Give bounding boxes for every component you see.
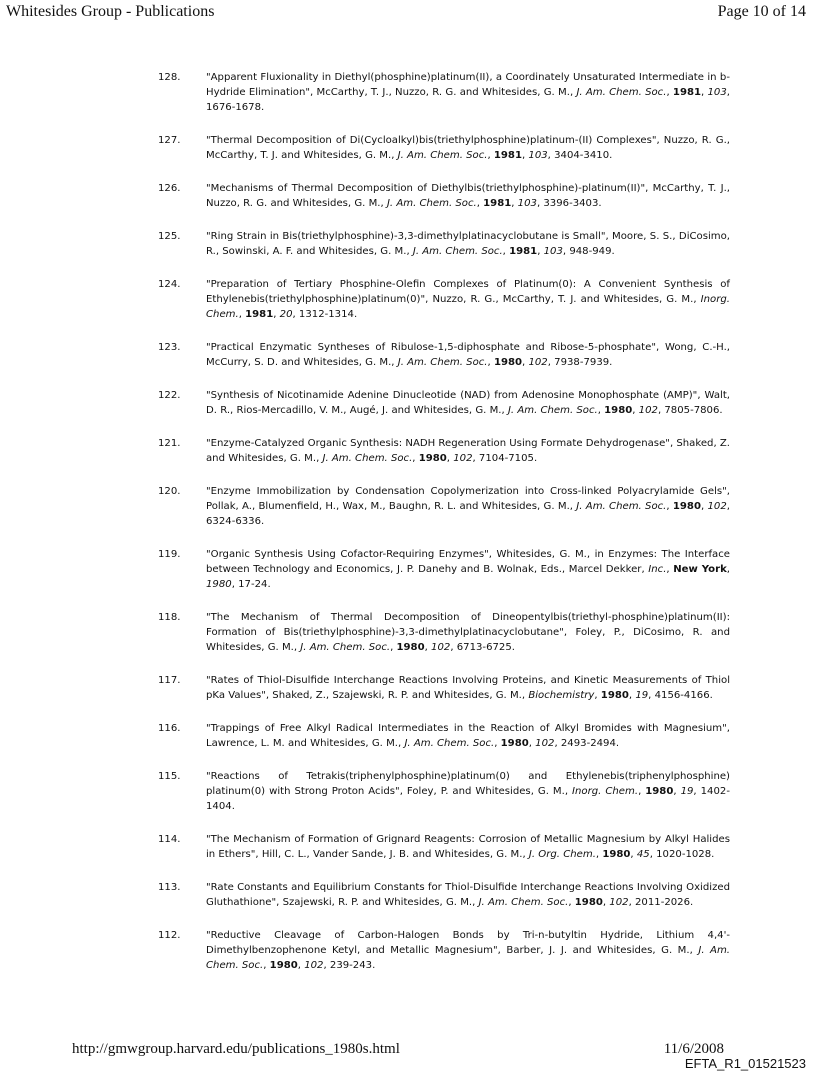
entry-year: 1980 [396,642,425,653]
entry-pages: 3404-3410. [554,150,613,161]
entry-year: 1981 [483,198,512,209]
entry-title: "Enzyme-Catalyzed Organic Synthesis: NADH Regeneration Using Formate Dehydrogenase" [206,438,670,449]
entry-title: "Apparent Fluxionality in Diethyl(phosphine)platinum(II), a Coordinately Unsaturated Intermediate in b-Hydride Elimination" [206,72,730,98]
publication-list [158,70,730,991]
entry-journal: Inorg. Chem. [572,786,639,797]
entry-authors: Nuzzo, R. G., McCarthy, T. J. and Whitesides, G. M. [206,135,730,161]
publication-entry [158,484,730,529]
entry-year: 1981 [493,150,522,161]
entry-authors: Whitesides, G. M., in Enzymes: The Interface between Technology and Economics, J. P. Danehy and B. Wolnak, Eds., Marcel Dekker [206,549,731,575]
entry-pages: 7938-7939. [554,357,613,368]
entry-title: "Reactions of Tetrakis(triphenylphosphine)platinum(0) and Ethylenebis(triphenylphosphine) platinum(0) with Strong Proton Acids" [206,771,730,797]
entry-year: 1980 [418,453,447,464]
entry-title: "Rate Constants and Equilibrium Constants for Thiol-Disulfide Interchange Reactions Involving Oxidized Gluthathione" [206,882,730,908]
entry-citation: "The Mechanism of Formation of Grignard Reagents: Corrosion of Metallic Magnesium by Alkyl Halides in Ethers", Hill, C. L., Vander Sande, J. B. and Whitesides, G. M., J. Org. Chem., 1980, 45, 1020-1028. [206,834,730,860]
entry-journal: Biochemistry [528,690,595,701]
entry-citation: "Practical Enzymatic Syntheses of Ribulose-1,5-diphosphate and Ribose-5-phosphate", Wong, C.-H., McCurry, S. D. and Whitesides, G. M., J. Am. Chem. Soc., 1980, 102, 7938-7939. [206,342,731,368]
entry-year: 1980 [672,501,701,512]
entry-title: "Ring Strain in Bis(triethylphosphine)-3,3-dimethylplatinacyclobutane is Small" [206,231,606,242]
entry-volume: 103 [517,198,537,209]
entry-journal: Inorg. Chem. [206,294,730,320]
entry-authors: Shaked, Z. and Whitesides, G. M. [206,438,730,464]
entry-citation: "Mechanisms of Thermal Decomposition of Diethylbis(triethylphosphine)-platinum(II)", McCarthy, T. J., Nuzzo, R. G. and Whitesides, G. M., J. Am. Chem. Soc., 1981, 103, 3396-3403. [206,183,730,209]
entry-number: 120. [158,486,181,497]
publication-entry [158,673,730,703]
entry-volume: 103 [528,150,548,161]
entry-citation: "Apparent Fluxionality in Diethyl(phosphine)platinum(II), a Coordinately Unsaturated Intermediate in b-Hydride Elimination", McCarthy, T. J., Nuzzo, R. G. and Whitesides, G. M., J. Am. Chem. Soc., 1981, 103, 1676-1678. [206,72,730,113]
publication-entry [158,388,730,418]
entry-citation: "Reductive Cleavage of Carbon-Halogen Bonds by Tri-n-butyltin Hydride, Lithium 4,4'-Dimethylbenzophenone Ketyl, and Metallic Magnesium", Barber, J. J. and Whitesides, G. M., J. Am. Chem. Soc., 1980, 102, 239-243. [206,930,730,971]
entry-pages: 7805-7806. [664,405,723,416]
entry-title: "Practical Enzymatic Syntheses of Ribulose-1,5-diphosphate and Ribose-5-phosphate" [206,342,656,353]
entry-citation: "Synthesis of Nicotinamide Adenine Dinucleotide (NAD) from Adenosine Monophosphate (AMP)", Walt, D. R., Rios-Mercadillo, V. M., Augé, J. and Whitesides, G. M., J. Am. Chem. Soc., 1980, 102, 7805-7806. [206,390,730,416]
entry-year: 1980 [493,357,523,368]
entry-authors: Lawrence, L. M. and Whitesides, G. M. [206,738,399,749]
entry-number: 122. [158,390,181,401]
entry-volume: 45 [636,849,650,860]
entry-journal: J. Am. Chem. Soc. [576,501,667,512]
entry-title: "Organic Synthesis Using Cofactor-Requiring Enzymes" [206,549,489,560]
entry-year: 1980 [602,849,631,860]
entry-journal: J. Am. Chem. Soc. [397,357,488,368]
publication-entry [158,547,730,592]
entry-citation: "The Mechanism of Thermal Decomposition of Dineopentylbis(triethyl-phosphine)platinum(II): Formation of Bis(triethylphosphine)-3,3-dimethylplatinacyclobutane", Foley, P., DiCosimo, R. and Whitesides, G. M., J. Am. Chem. Soc., 1980, 102, 6713-6725. [206,612,730,653]
entry-citation: "Rate Constants and Equilibrium Constants for Thiol-Disulfide Interchange Reactions Involving Oxidized Gluthathione", Szajewski, R. P. and Whitesides, G. M., J. Am. Chem. Soc., 1980, 102, 2011-2026. [206,882,730,908]
entry-year: 1980 [604,405,633,416]
entry-number: 126. [158,183,181,194]
entry-journal: J. Am. Chem. Soc. [206,945,730,971]
entry-pages: 1020-1028. [656,849,715,860]
publication-entry [158,769,730,814]
entry-volume: 103 [543,246,563,257]
entry-authors: McCarthy, T. J., Nuzzo, R. G. and Whitesides, G. M. [206,183,730,209]
entry-volume: 103 [707,87,727,98]
publication-entry [158,133,730,163]
entry-citation: "Trappings of Free Alkyl Radical Intermediates in the Reaction of Alkyl Bromides with Magnesium", Lawrence, L. M. and Whitesides, G. M., J. Am. Chem. Soc., 1980, 102, 2493-2494. [206,723,730,749]
entry-volume: 102 [535,738,555,749]
publication-entry [158,832,730,862]
entry-pages: 17-24. [238,579,271,590]
entry-number: 116. [158,723,181,734]
entry-number: 115. [158,771,181,782]
entry-volume: 102 [609,897,629,908]
entry-year: 1980 [206,579,232,590]
entry-citation: "Enzyme Immobilization by Condensation Copolymerization into Cross-linked Polyacrylamide Gels", Pollak, A., Blumenfield, H., Wax, M., Baughn, R. L. and Whitesides, G. M., J. Am. Chem. Soc., 1980, 102, 6324-6336. [206,486,730,527]
entry-title: "Rates of Thiol-Disulfide Interchange Reactions Involving Proteins, and Kinetic Measurements of Thiol pKa Values" [206,675,730,701]
entry-authors: Hill, C. L., Vander Sande, J. B. and Whitesides, G. M. [261,849,523,860]
entry-title: "The Mechanism of Formation of Grignard Reagents: Corrosion of Metallic Magnesium by Alkyl Halides in Ethers" [206,834,730,860]
entry-citation: "Thermal Decomposition of Di(Cycloalkyl)bis(triethylphosphine)platinum-(II) Complexes", Nuzzo, R. G., McCarthy, T. J. and Whitesides, G. M., J. Am. Chem. Soc., 1981, 103, 3404-3410. [206,135,730,161]
entry-volume: 19 [680,786,694,797]
entry-year: 1981 [509,246,538,257]
entry-authors: Barber, J. J. and Whitesides, G. M. [506,945,690,956]
entry-journal: J. Am. Chem. Soc. [300,642,391,653]
entry-authors: Szajewski, R. P. and Whitesides, G. M. [282,897,473,908]
entry-volume: 102 [431,642,451,653]
footer-date: 11/6/2008 [663,1041,724,1057]
entry-year: 1980 [600,690,629,701]
entry-journal: J. Am. Chem. Soc. [404,738,495,749]
entry-journal: J. Org. Chem. [528,849,596,860]
entry-citation: "Reactions of Tetrakis(triphenylphosphine)platinum(0) and Ethylenebis(triphenylphosphine) platinum(0) with Strong Proton Acids", Foley, P. and Whitesides, G. M., Inorg. Chem., 1980, 19, 1402-1404. [206,771,730,812]
entry-number: 112. [158,930,181,941]
entry-title: "Thermal Decomposition of Di(Cycloalkyl)bis(triethylphosphine)platinum-(II) Complexes" [206,135,657,146]
publication-entry [158,277,730,322]
entry-number: 127. [158,135,181,146]
entry-pages: 7104-7105. [478,453,538,464]
entry-journal: J. Am. Chem. Soc. [576,87,667,98]
entry-authors: Walt, D. R., Rios-Mercadillo, V. M., Augé, J. and Whitesides, G. M. [206,390,730,416]
publication-entry [158,181,730,211]
entry-journal: J. Am. Chem. Soc. [322,453,413,464]
entry-number: 119. [158,549,181,560]
entry-number: 117. [158,675,181,686]
entry-volume: 102 [528,357,548,368]
entry-volume: 102 [453,453,473,464]
entry-year: 1980 [500,738,529,749]
page-number: Page 10 of 14 [717,3,806,20]
entry-number: 125. [158,231,181,242]
entry-journal: Inc. [648,564,667,575]
entry-pages: 3396-3403. [543,198,602,209]
entry-volume: 20 [279,309,293,320]
entry-title: "Trappings of Free Alkyl Radical Intermediates in the Reaction of Alkyl Bromides with Magnesium" [206,723,727,734]
entry-authors: Nuzzo, R. G., McCarthy, T. J. and Whitesides, G. M. [432,294,694,305]
entry-title: "Reductive Cleavage of Carbon-Halogen Bonds by Tri-n-butyltin Hydride, Lithium 4,4'-Dimethylbenzophenone Ketyl, and Metallic Magnesium" [206,930,730,956]
publication-entry [158,880,730,910]
publication-entry [158,436,730,466]
entry-volume: 19 [635,690,649,701]
entry-title: "Enzyme Immobilization by Condensation Copolymerization into Cross-linked Polyacrylamide Gels" [206,486,727,497]
entry-pages: 6324-6336. [206,516,265,527]
entry-pages: 1402-1404. [206,786,730,812]
entry-title: "Synthesis of Nicotinamide Adenine Dinucleotide (NAD) from Adenosine Monophosphate (AMP)" [206,390,698,401]
publication-entry [158,229,730,259]
entry-citation: "Enzyme-Catalyzed Organic Synthesis: NADH Regeneration Using Formate Dehydrogenase", Shaked, Z. and Whitesides, G. M., J. Am. Chem. Soc., 1980, 102, 7104-7105. [206,438,730,464]
entry-journal: J. Am. Chem. Soc. [478,897,569,908]
publication-entry [158,610,730,655]
entry-journal: J. Am. Chem. Soc. [397,150,488,161]
entry-number: 123. [158,342,181,353]
entry-citation: "Preparation of Tertiary Phosphine-Olefin Complexes of Platinum(0): A Convenient Synthesis of Ethylenebis(triethylphosphine)platinum(0)", Nuzzo, R. G., McCarthy, T. J. and Whitesides, G. M., Inorg. Chem., 1981, 20, 1312-1314. [206,279,730,320]
entry-volume: 102 [707,501,727,512]
entry-pages: 4156-4166. [654,690,713,701]
entry-authors: Shaked, Z., Szajewski, R. P. and Whitesides, G. M. [272,690,522,701]
entry-number: 113. [158,882,181,893]
entry-number: 118. [158,612,181,623]
publication-entry [158,721,730,751]
entry-pages: 1676-1678. [206,102,265,113]
entry-pages: 1312-1314. [298,309,358,320]
entry-number: 121. [158,438,181,449]
entry-number: 128. [158,72,181,83]
entry-pages: 2011-2026. [635,897,694,908]
document-stamp: EFTA_R1_01521523 [684,1056,806,1071]
entry-title: "Mechanisms of Thermal Decomposition of Diethylbis(triethylphosphine)-platinum(II)" [206,183,646,194]
publication-entry [158,340,730,370]
entry-authors: Wong, C.-H., McCurry, S. D. and Whitesides, G. M. [206,342,731,368]
entry-year: 1980 [269,960,298,971]
entry-year: 1981 [672,87,702,98]
entry-year: 1981 [245,309,274,320]
entry-journal: J. Am. Chem. Soc. [386,198,477,209]
entry-authors: Moore, S. S., DiCosimo, R., Sowinski, A. F. and Whitesides, G. M. [206,231,731,257]
entry-title: "The Mechanism of Thermal Decomposition of Dineopentylbis(triethyl-phosphine)platinum(II): Formation of Bis(triethylphosphine)-3,3-dimethylplatinacyclobutane" [206,612,730,638]
entry-year: 1980 [574,897,603,908]
entry-citation: "Organic Synthesis Using Cofactor-Requiring Enzymes", Whitesides, G. M., in Enzymes: The Interface between Technology and Economics, J. P. Danehy and B. Wolnak, Eds., Marcel Dekker, Inc., New York, 1980, 17-24. [206,549,731,590]
entry-number: 114. [158,834,181,845]
entry-volume: 102 [638,405,658,416]
entry-pages: 2493-2494. [560,738,620,749]
entry-publisher-city: New York [673,564,727,575]
entry-volume: 102 [304,960,324,971]
entry-authors: McCarthy, T. J., Nuzzo, R. G. and Whitesides, G. M. [316,87,570,98]
entry-authors: Pollak, A., Blumenfield, H., Wax, M., Baughn, R. L. and Whitesides, G. M. [206,501,570,512]
footer-url: http://gmwgroup.harvard.edu/publications_1980s.html [72,1041,400,1057]
entry-number: 124. [158,279,181,290]
entry-title: "Preparation of Tertiary Phosphine-Olefin Complexes of Platinum(0): A Convenient Synthesis of Ethylenebis(triethylphosphine)platinum(0)" [206,279,730,305]
entry-journal: J. Am. Chem. Soc. [507,405,598,416]
entry-pages: 948-949. [569,246,615,257]
entry-year: 1980 [645,786,674,797]
entry-journal: J. Am. Chem. Soc. [412,246,503,257]
entry-pages: 6713-6725. [456,642,515,653]
publication-entry [158,70,730,115]
entry-pages: 239-243. [329,960,376,971]
entry-authors: Foley, P. and Whitesides, G. M. [406,786,565,797]
entry-authors: Foley, P., DiCosimo, R. and Whitesides, G. M. [206,627,730,653]
entry-citation: "Rates of Thiol-Disulfide Interchange Reactions Involving Proteins, and Kinetic Measurements of Thiol pKa Values", Shaked, Z., Szajewski, R. P. and Whitesides, G. M., Biochemistry, 1980, 19, 4156-4166. [206,675,730,701]
publication-entry [158,928,730,973]
header-title: Whitesides Group - Publications [6,3,215,20]
entry-citation: "Ring Strain in Bis(triethylphosphine)-3,3-dimethylplatinacyclobutane is Small", Moore, S. S., DiCosimo, R., Sowinski, A. F. and Whitesides, G. M., J. Am. Chem. Soc., 1981, 103, 948-949. [206,231,731,257]
